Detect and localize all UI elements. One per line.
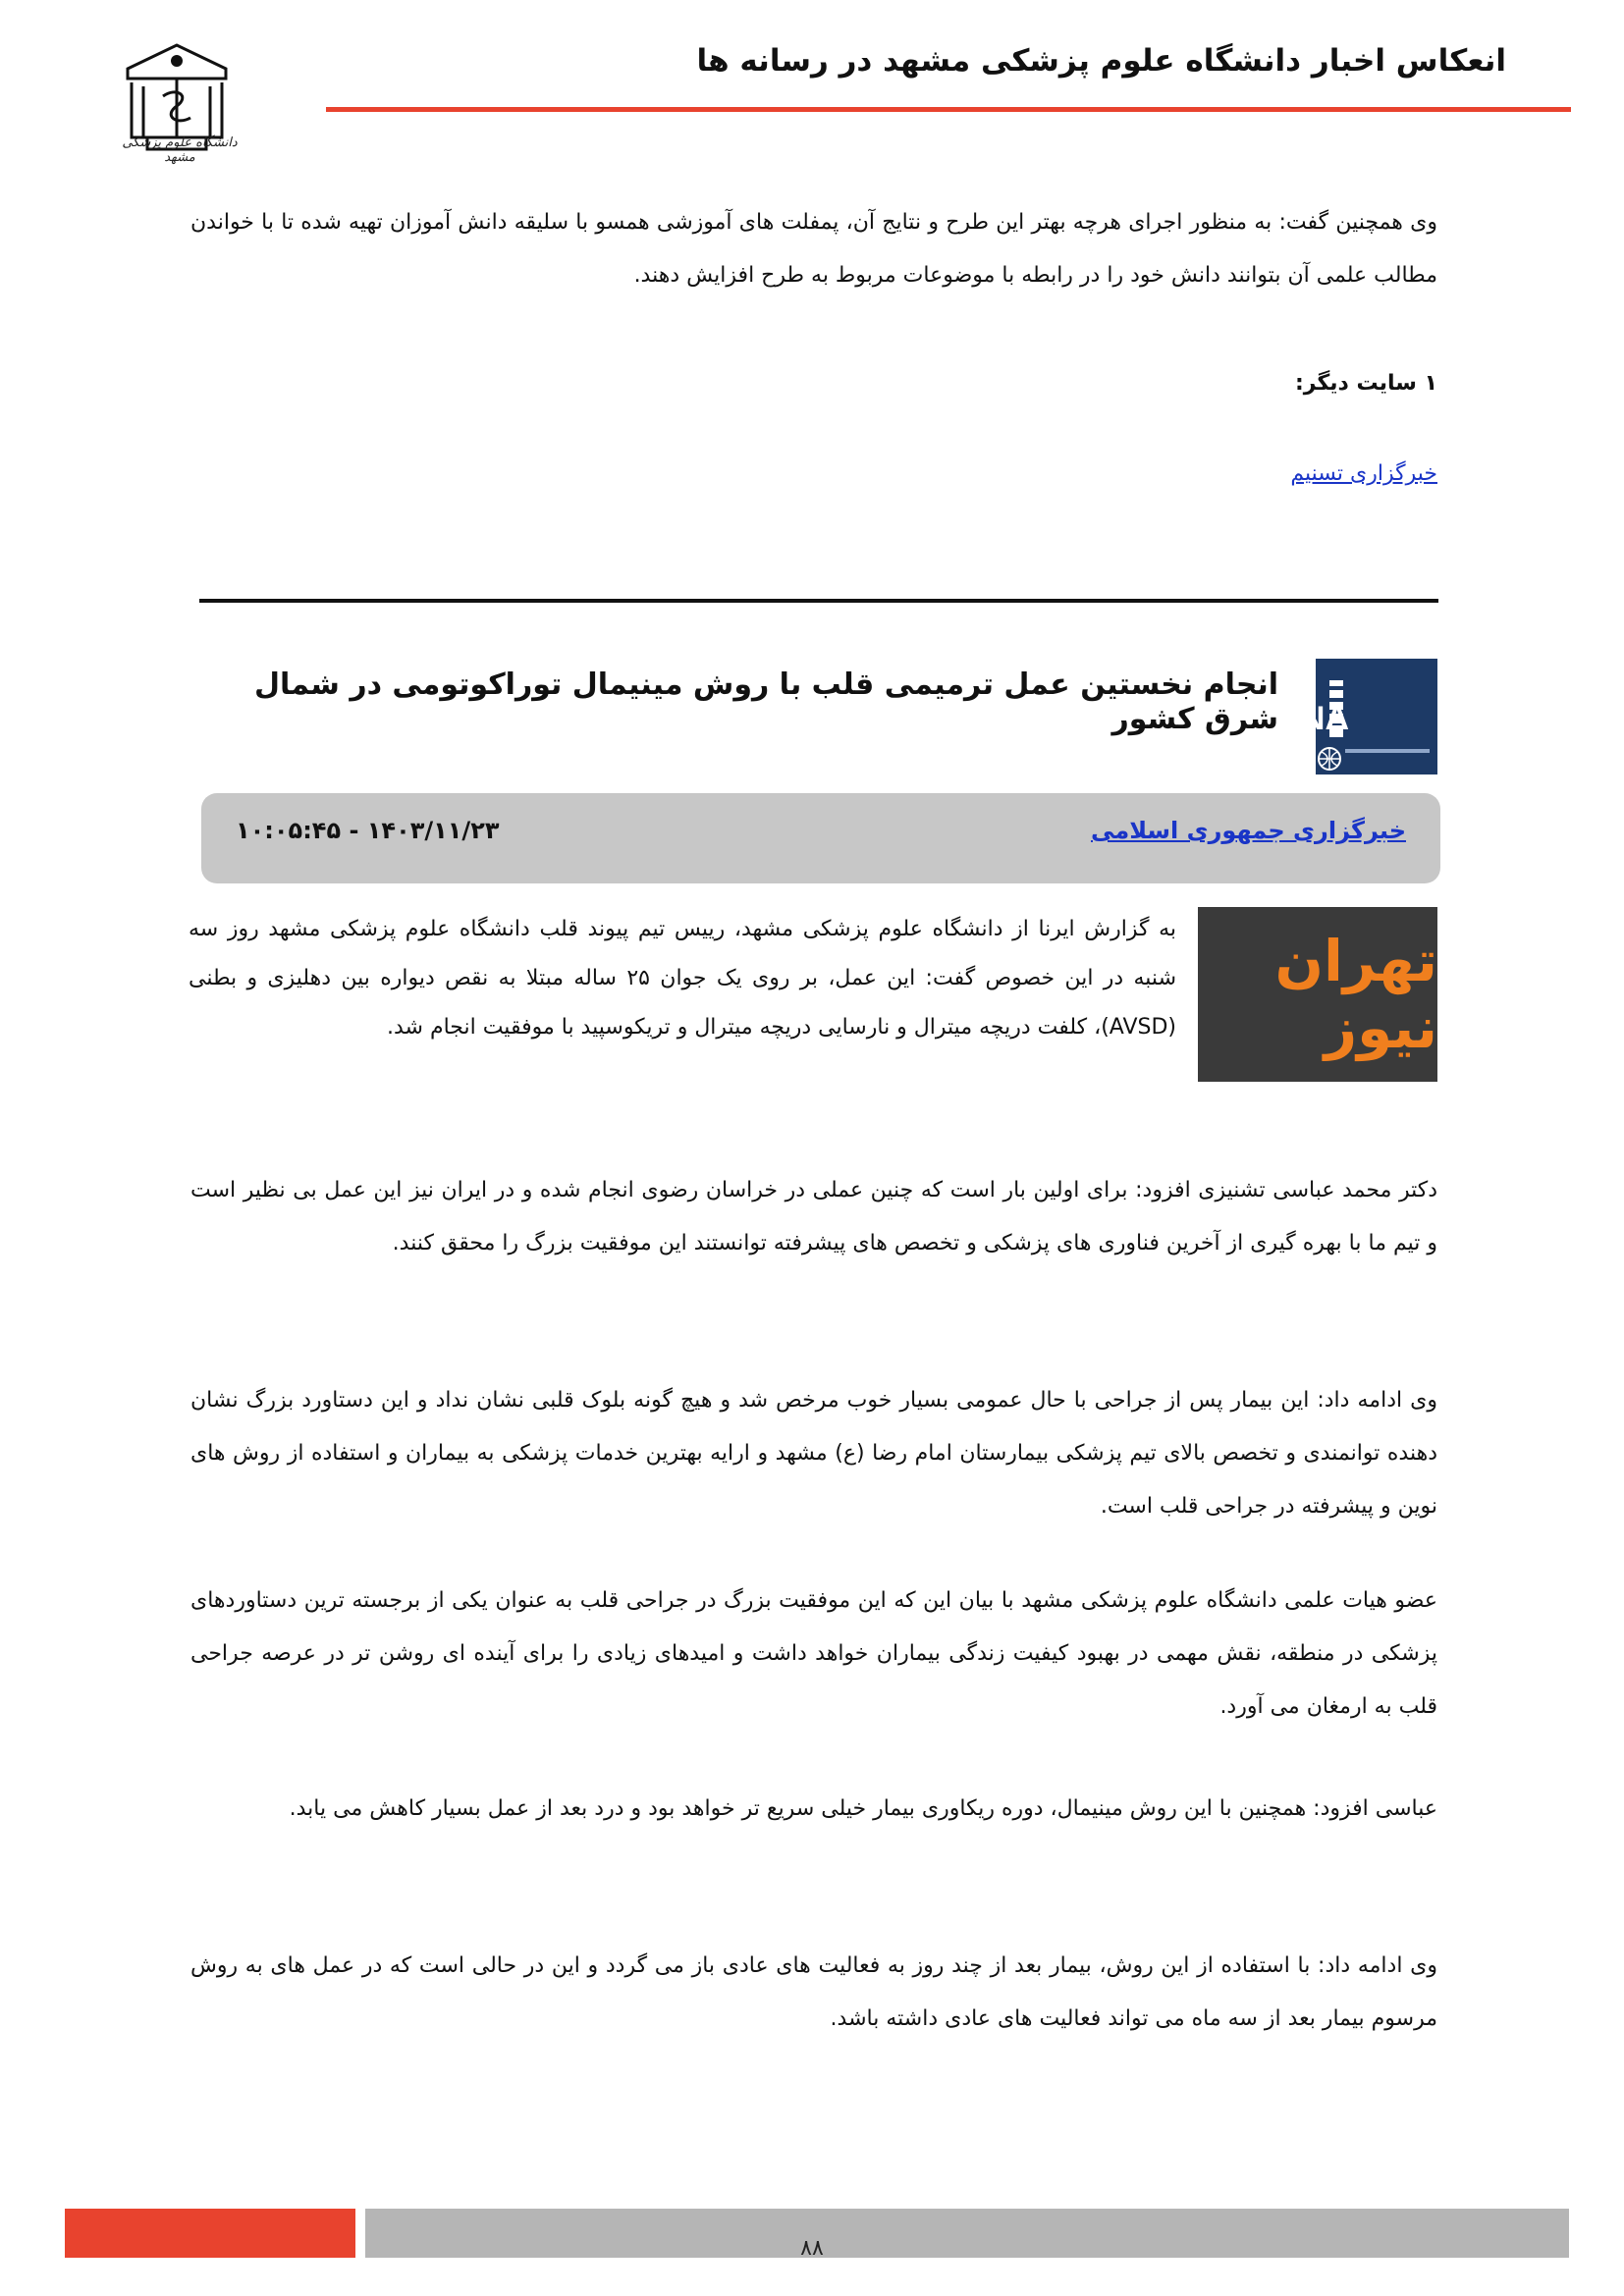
- intro-paragraph: وی همچنین گفت: به منظور اجرای هرچه بهتر این طرح و نتایج آن، پمفلت های آموزشی همسو با سلیقه دانش آموزان تهیه شده تا با خواندن مطالب علمی آن بتوانند دانش خود را در رابطه با موضوعات مربوط به طرح افزایش دهند.: [190, 210, 1437, 288]
- logo-caption: دانشگاه علوم پزشکی مشهد: [122, 135, 238, 165]
- header-rule: [326, 107, 1571, 112]
- article-paragraph: وی ادامه داد: با استفاده از این روش، بیمار بعد از چند روز به فعالیت های عادی باز می گردد و این در حالی است که در عمل های به روش مرسوم بیمار بعد از سه ماه می تواند فعالیت های عادی داشته باشد.: [190, 1953, 1437, 2031]
- article-lead: به گزارش ایرنا از دانشگاه علوم پزشکی مشهد، رییس تیم پیوند قلب دانشگاه علوم پزشکی مشهد روز سه شنبه در این خصوص گفت: این عمل، بر روی یک جوان ۲۵ ساله مبتلا به نقص دیواره بین دهلیزی و بطنی (AVSD)، کلفت دریچه میترال و نارسایی دریچه میترال و تریکوسپید با موفقیت انجام شد.: [189, 917, 1177, 1040]
- thumbnail-text: تهران نیوز: [1274, 928, 1437, 1061]
- article-paragraph: عضو هیات علمی دانشگاه علوم پزشکی مشهد با بیان این که این موفقیت بزرگ در جراحی قلب به عنوان یکی از برجسته ترین دستاوردهای پزشکی در منطقه، نقش مهمی در بهبود کیفیت زندگی بیماران خواهد داشت و امیدهای زیادی را برای آینده ای روشن تر در عرصه جراحی قلب به ارمغان می آورد.: [190, 1588, 1437, 1719]
- other-sites-label: ۱ سایت دیگر:: [1294, 371, 1437, 396]
- section-divider: [199, 599, 1438, 603]
- irna-logo-text: IRNA: [1267, 700, 1349, 737]
- irna-logo-icon: [1267, 659, 1437, 774]
- page-header-title: انعکاس اخبار دانشگاه علوم پزشکی مشهد در رسانه ها: [696, 43, 1506, 79]
- other-site-link[interactable]: خبرگزاری تسنیم: [1290, 461, 1437, 486]
- agency-link[interactable]: خبرگزاری جمهوری اسلامی: [1091, 817, 1406, 844]
- article-thumbnail: [1198, 907, 1437, 1082]
- article-paragraph: دکتر محمد عباسی تشنیزی افزود: برای اولین بار است که چنین عملی در خراسان رضوی انجام شده و در ایران نیز این عمل بی نظیر است و تیم ما با بهره گیری از آخرین فناوری های پزشکی و تخصص های پیشرفته توانستند این موفقیت بزرگ را محقق کنند.: [190, 1178, 1437, 1255]
- article-datetime: ۱۴۰۳/۱۱/۲۳ - ۱۰:۰۵:۴۵: [236, 817, 500, 844]
- article-paragraph: وی ادامه داد: این بیمار پس از جراحی با حال عمومی بسیار خوب مرخص شد و هیچ گونه بلوک قلبی نشان نداد و این دستاورد بزرگ نشان دهنده توانمندی و تخصص بالای تیم پزشکی بیمارستان امام رضا (ع) مشهد و ارایه بهترین خدمات پزشکی به بیماران و استفاده از روش های نوین و پیشرفته در جراحی قلب است.: [190, 1388, 1437, 1519]
- page-number: ۸۸: [800, 2236, 824, 2261]
- article-paragraph: عباسی افزود: همچنین با این روش مینیمال، دوره ریکاوری بیمار خیلی سریع تر خواهد بود و درد بعد از عمل بسیار کاهش می یابد.: [289, 1796, 1437, 1821]
- article-title: انجام نخستین عمل ترمیمی قلب با روش مینیمال توراکوتومی در شمال شرق کشور: [253, 667, 1278, 736]
